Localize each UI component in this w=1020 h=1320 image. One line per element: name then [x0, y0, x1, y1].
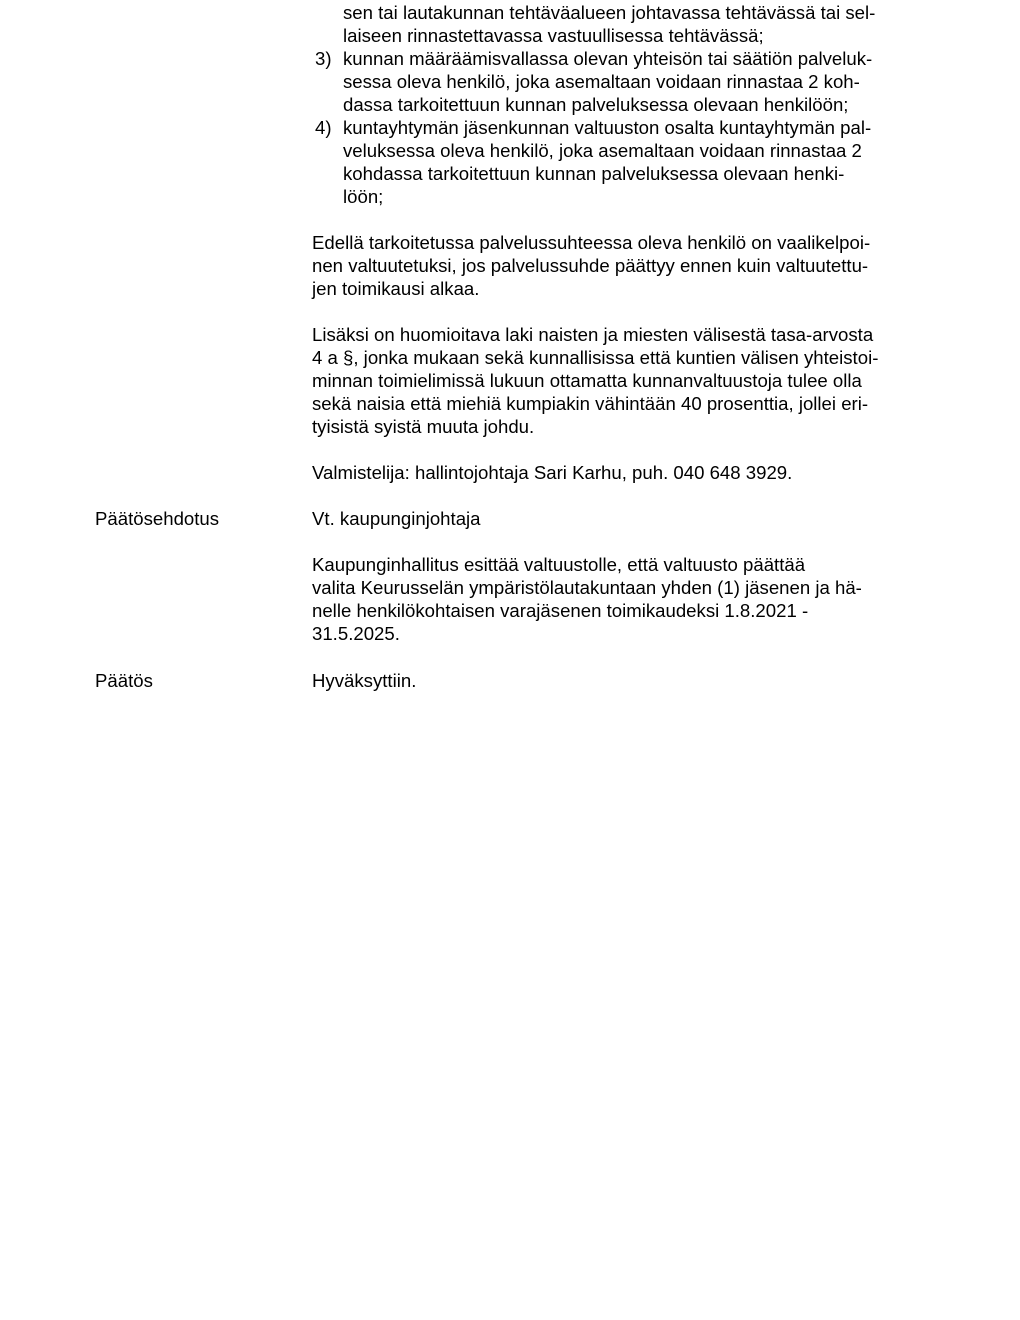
list-number: 3): [315, 48, 332, 69]
list-line: kuntayhtymän jäsenkunnan valtuuston osalta kuntayhtymän pal-: [343, 117, 872, 138]
list-line: sessa oleva henkilö, joka asemaltaan voidaan rinnastaa 2 koh-: [343, 71, 860, 92]
list-line: dassa tarkoitettuun kunnan palveluksessa olevaan henkilöön;: [343, 94, 849, 115]
list-line: veluksessa oleva henkilö, joka asemaltaan voidaan rinnastaa 2: [343, 140, 862, 161]
proposal-line: Kaupunginhallitus esittää valtuustolle, että valtuusto päättää: [312, 554, 806, 575]
decision-label: Päätös: [95, 670, 153, 691]
proposal-line: 31.5.2025.: [312, 623, 400, 644]
list-line: löön;: [343, 186, 384, 207]
paragraph-line: Lisäksi on huomioitava laki naisten ja miesten välisestä tasa-arvosta: [312, 324, 874, 345]
list-line: laiseen rinnastettavassa vastuullisessa tehtävässä;: [343, 25, 764, 46]
paragraph-line: jen toimikausi alkaa.: [312, 278, 480, 299]
paragraph-line: 4 a §, jonka mukaan sekä kunnallisissa että kuntien välisen yhteistoi-: [312, 347, 879, 368]
list-line: kunnan määräämisvallassa olevan yhteisön tai säätiön palveluk-: [343, 48, 873, 69]
decision-text: Hyväksyttiin.: [312, 670, 417, 691]
proposal-line: valita Keurusselän ympäristölautakuntaan yhden (1) jäsenen ja hä-: [312, 577, 862, 598]
proposal-line: nelle henkilökohtaisen varajäsenen toimikaudeksi 1.8.2021 -: [312, 600, 809, 621]
preparer-line: Valmistelija: hallintojohtaja Sari Karhu, puh. 040 648 3929.: [312, 462, 793, 483]
paragraph-line: tyisistä syistä muuta johdu.: [312, 416, 535, 437]
list-line: sen tai lautakunnan tehtäväalueen johtavassa tehtävässä tai sel-: [343, 2, 876, 23]
paragraph-line: nen valtuutetuksi, jos palvelussuhde päättyy ennen kuin valtuutettu-: [312, 255, 869, 276]
list-number: 4): [315, 117, 332, 138]
list-line: kohdassa tarkoitettuun kunnan palveluksessa olevaan henki-: [343, 163, 845, 184]
paragraph-line: Edellä tarkoitetussa palvelussuhteessa oleva henkilö on vaalikelpoi-: [312, 232, 871, 253]
paragraph-line: sekä naisia että miehiä kumpiakin vähintään 40 prosenttia, jollei eri-: [312, 393, 869, 414]
paragraph-line: minnan toimielimissä lukuun ottamatta kunnanvaltuustoja tulee olla: [312, 370, 862, 391]
proposer: Vt. kaupunginjohtaja: [312, 508, 481, 529]
proposal-label: Päätösehdotus: [95, 508, 220, 529]
